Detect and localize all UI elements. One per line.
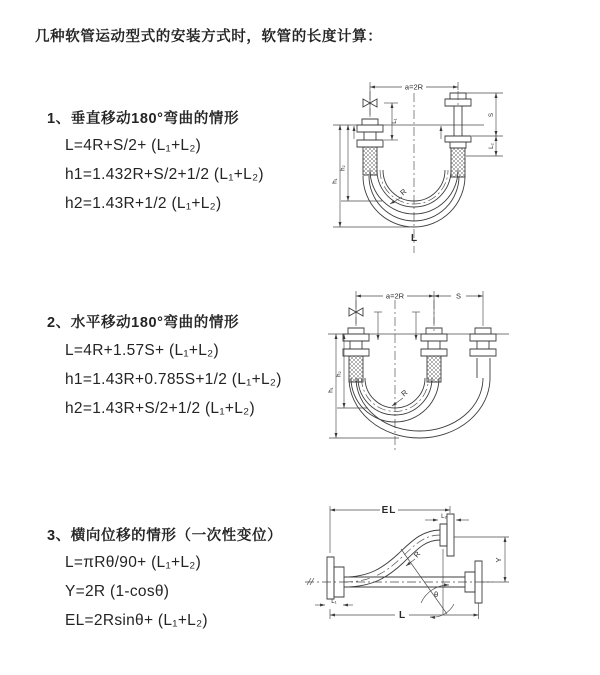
hose-curve [344, 530, 440, 587]
dim-label-h2: h₂ [335, 371, 343, 377]
angle-construction [401, 549, 454, 617]
dim-label-h1: h₁ [331, 178, 339, 184]
dim-label-s: S [455, 291, 462, 301]
left-pipe-fitting [357, 119, 383, 175]
dim-label-l1: L₁ [331, 598, 337, 605]
dim-el [330, 505, 450, 553]
diagram-vertical-180-bend [306, 73, 568, 259]
dim-label-s: S [488, 112, 495, 118]
formula: L=4R+1.57S+ (L₁+L₂) [65, 342, 219, 359]
dim-s [434, 292, 483, 301]
dim-label-h1: h₁ [327, 387, 335, 393]
dim-label-y: Y [494, 557, 503, 563]
angle-label: θ [434, 590, 439, 599]
middle-pipe-fitting [421, 328, 447, 382]
radius-label: R [411, 549, 423, 560]
dim-label-a2r: a=2R [385, 291, 405, 301]
dim-label-l2: L₂ [441, 513, 447, 520]
dim-l2 [466, 136, 503, 156]
dim-label-h2: h₂ [339, 165, 347, 171]
stroke-arrows [374, 312, 420, 340]
dim-length [330, 603, 479, 621]
dim-label-length: L [410, 233, 418, 244]
hose-curves [349, 358, 490, 438]
page-title: 几种软管运动型式的安装方式时，软管的长度计算： [35, 29, 383, 45]
radius-label: R [399, 387, 410, 399]
dim-width-a2r [356, 291, 483, 326]
dim-l1 [315, 598, 353, 605]
moved-pipe-fitting [470, 328, 496, 356]
centerline-break [307, 578, 314, 585]
dim-label-length: L [398, 610, 406, 621]
section-3-formulas [65, 548, 208, 635]
formula: h1=1.43R+0.785S+1/2 (L₁+L₂) [65, 371, 282, 388]
dim-label-l2: L₂ [488, 143, 495, 149]
formula: L=4R+S/2+ (L₁+L₂) [65, 137, 202, 154]
diagram-horizontal-180-bend [304, 282, 572, 460]
dim-label-a2r: a=2R [404, 82, 424, 92]
dim-h1 [328, 334, 400, 438]
left-pipe-fitting [343, 328, 369, 382]
formula: Y=2R (1-cosθ) [65, 583, 170, 600]
radius-label: R [398, 186, 409, 198]
section-1-heading: 1、垂直移动180°弯曲的情形 [47, 111, 240, 127]
formula: L=πRθ/90+ (L₁+L₂) [65, 554, 202, 571]
formula: h2=1.43R+S/2+1/2 (L₁+L₂) [65, 400, 255, 417]
radius-callout [392, 388, 410, 406]
formula: EL=2Rsinθ+ (L₁+L₂) [65, 612, 208, 629]
right-pipe-fitting [445, 93, 471, 177]
dim-label-l1: L₁ [391, 118, 398, 124]
left-flange [327, 557, 344, 599]
diagram-lateral-displacement [297, 497, 599, 647]
radius-callout [390, 187, 409, 204]
dim-y [454, 537, 509, 582]
section-1-formulas [65, 131, 264, 218]
section-2-heading: 2、水平移动180°弯曲的情形 [47, 315, 240, 331]
dim-s [466, 93, 503, 136]
dim-label-el: EL [381, 505, 397, 516]
dim-l1 [384, 103, 398, 140]
section-2-formulas [65, 336, 282, 423]
section-3-heading: 3、横向位移的情形（一次性变位） [47, 528, 283, 544]
formula: h1=1.432R+S/2+1/2 (L₁+L₂) [65, 166, 264, 183]
formula: h2=1.43R+1/2 (L₁+L₂) [65, 195, 222, 212]
displaced-flange [440, 514, 454, 556]
